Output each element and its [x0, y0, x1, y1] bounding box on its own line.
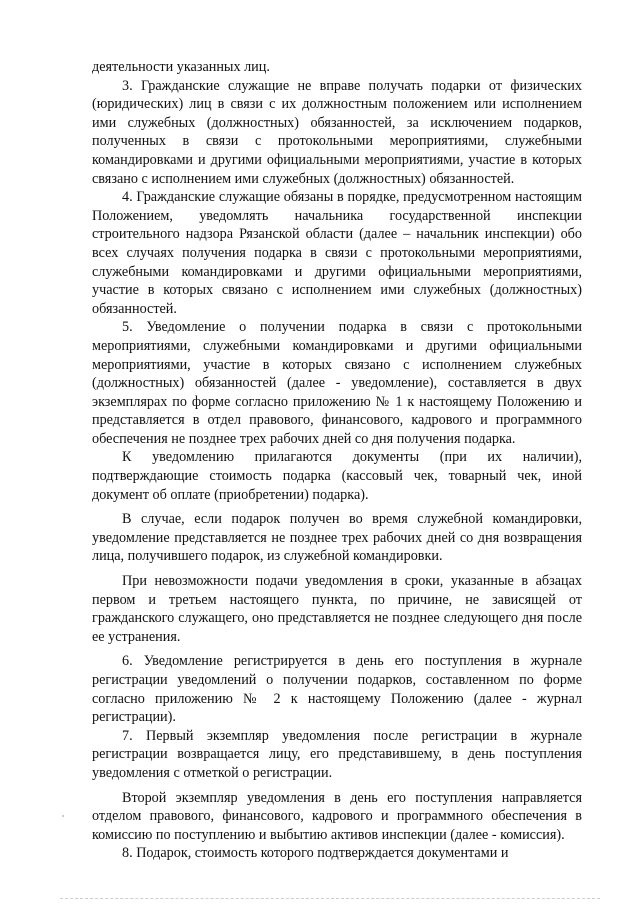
paragraph-impossibility: При невозможности подачи уведомления в сроки, указанные в абзацах первом и третьем настоящего пункта, по причине, не зависящей от гражданского служащего, оно представляется не позднее следующего дня после ее устранения. [92, 573, 582, 645]
scan-speck [62, 815, 64, 817]
paragraph-item-6: 6. Уведомление регистрируется в день его поступления в журнале регистрации уведомлений о получении подарков, составленном по форме согласно приложению № 2 к настоящему Положению (далее - журнал регистрации). [92, 653, 582, 726]
paragraph-second-copy: Второй экземпляр уведомления в день его поступления направляется отделом правового, финансового, кадрового и программного обеспечения в комиссию по поступлению и выбытию активов инспекции (далее - комиссия). [92, 789, 582, 843]
scan-edge-line [60, 898, 600, 899]
paragraph-item-5: 5. Уведомление о получении подарка в связи с протокольными мероприятиями, служебными командировками и другими официальными мероприятиями, участие в которых связано с исполнением служебных (должностных) обязанностей (далее - уведомление), составляется в двух экземплярах по форме согласно приложению № 1 к настоящему Положению и представляется в отдел правового, финансового, кадрового и программного обеспечения не позднее трех рабочих дней со дня получения подарка. [92, 319, 582, 447]
paragraph-item-3: 3. Гражданские служащие не вправе получать подарки от физических (юридических) лиц в связи с их должностным положением или исполнением ими служебных (должностных) обязанностей, за исключением подарков, полученных в связи с протокольными мероприятиями, служебными командировками и другими официальными мероприятиями, участие в которых связано с исполнением ими служебных (должностных) обязанностей. [92, 77, 582, 187]
paragraph-item-7: 7. Первый экземпляр уведомления после регистрации в журнале регистрации возвращается лицу, его представившему, в день поступления уведомления с отметкой о регистрации. [92, 727, 582, 781]
paragraph-item-8: 8. Подарок, стоимость которого подтверждается документами и [122, 845, 509, 862]
document-body [92, 58, 582, 863]
paragraph-attachments: К уведомлению прилагаются документы (при их наличии), подтверждающие стоимость подарка (кассовый чек, товарный чек, иной документ об оплате (приобретении) подарка). [92, 449, 582, 503]
paragraph-business-trip: В случае, если подарок получен во время служебной командировки, уведомление представляется не позднее трех рабочих дней со дня возвращения лица, получившего подарок, из служебной командировки. [92, 511, 582, 565]
paragraph-item-4: 4. Гражданские служащие обязаны в порядке, предусмотренном настоящим Положением, уведомлять начальника государственной инспекции строительного надзора Рязанской области (далее – начальник инспекции) обо всех случаях получения подарка в связи с протокольными мероприятиями, служебными командировками и другими официальными мероприятиями, участие в которых связано с исполнением ими служебных (должностных) обязанностей. [92, 189, 582, 317]
paragraph-continuation: деятельности указанных лиц. [92, 59, 270, 75]
